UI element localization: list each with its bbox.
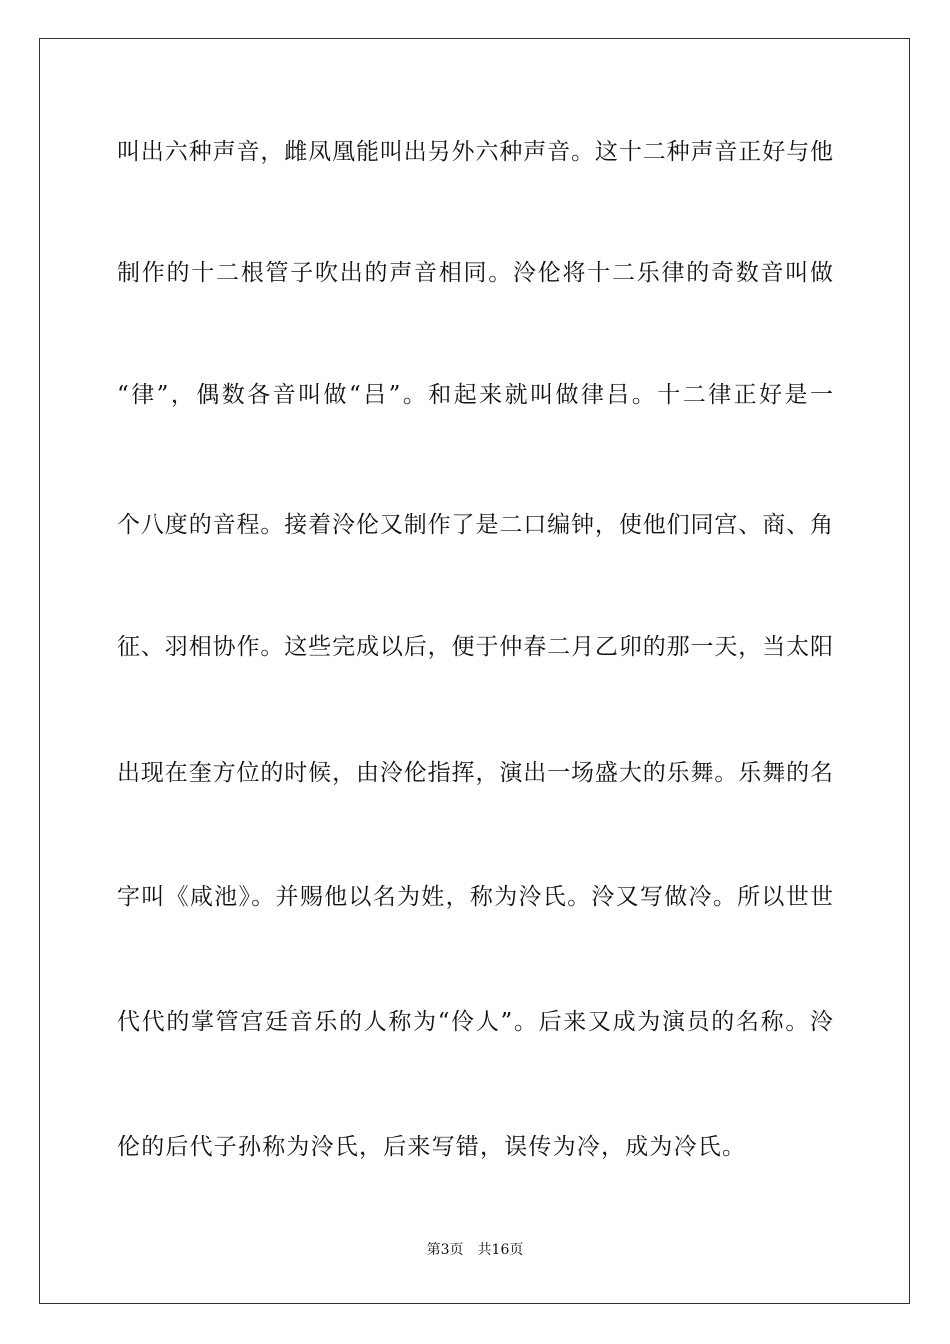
page-border [39, 38, 910, 1304]
text-line: 出现在奎方位的时候，由泠伦指挥，演出一场盛大的乐舞。乐舞的名 [117, 760, 833, 786]
text-line: 叫出六种声音，雌凤凰能叫出另外六种声音。这十二种声音正好与他 [117, 139, 833, 165]
text-line: 制作的十二根管子吹出的声音相同。泠伦将十二乐律的奇数音叫做 [117, 260, 833, 286]
text-line: 字叫《咸池》。并赐他以名为姓，称为泠氏。泠又写做冷。所以世世 [117, 884, 833, 910]
text-line: 个八度的音程。接着泠伦又制作了是二口编钟，使他们同宫、商、角 [117, 512, 833, 538]
page-total: 共16页 [477, 1242, 524, 1258]
text-line: 征、羽相协作。这些完成以后，便于仲春二月乙卯的那一天，当太阳 [117, 634, 833, 660]
text-line: 伦的后代子孙称为泠氏，后来写错，误传为冷，成为冷氏。 [117, 1134, 747, 1160]
page-footer [0, 1240, 950, 1260]
text-line: 代代的掌管宫廷音乐的人称为“伶人”。后来又成为演员的名称。泠 [117, 1009, 833, 1035]
text-line: “律”，偶数各音叫做“吕”。和起来就叫做律吕。十二律正好是一 [117, 382, 833, 408]
page-number: 第3页 [426, 1242, 464, 1258]
